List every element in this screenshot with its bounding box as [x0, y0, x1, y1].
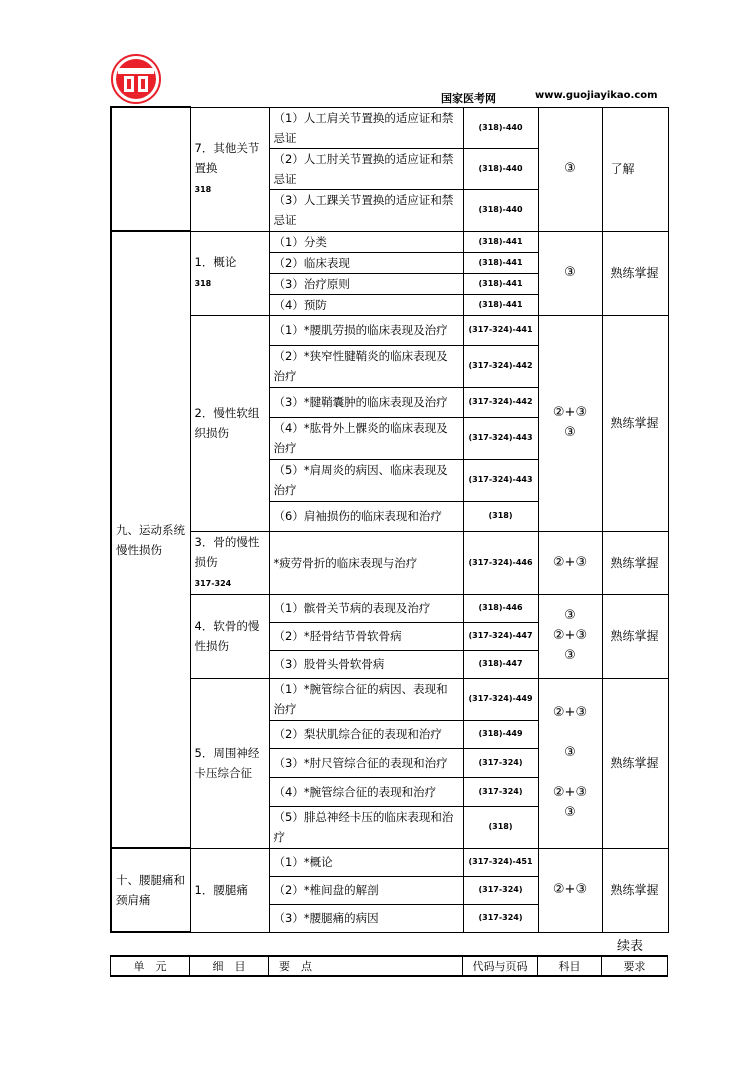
- requirement-cell: 熟练掌握: [602, 231, 668, 315]
- point-cell: （3）*腱鞘囊肿的临床表现及治疗: [269, 387, 463, 417]
- requirement-cell: 熟练掌握: [602, 678, 668, 848]
- point-cell: （3）人工踝关节置换的适应证和禁忌证: [269, 189, 463, 231]
- continued-label: 续表: [617, 939, 644, 954]
- code-cell: (317-324)-443: [463, 459, 538, 501]
- code-cell: (317-324)-447: [463, 622, 538, 650]
- point-cell: （4）*腕管综合征的表现和治疗: [269, 777, 463, 806]
- code-cell: (318)-447: [463, 650, 538, 678]
- header-code: 代码与页码: [463, 956, 538, 976]
- point-cell: （2）*狭窄性腱鞘炎的临床表现及治疗: [269, 345, 463, 387]
- point-cell: （2）临床表现: [269, 252, 463, 273]
- code-cell: (318): [463, 501, 538, 531]
- guojiayikao-logo-icon: [110, 54, 162, 104]
- point-cell: （5）腓总神经卡压的临床表现和治疗: [269, 806, 463, 848]
- header-unit: 单 元: [111, 956, 190, 976]
- header-requirement: 要求: [602, 956, 668, 976]
- point-cell: （1）人工肩关节置换的适应证和禁忌证: [269, 107, 463, 148]
- subject-cell: ③: [538, 231, 602, 315]
- subject-cell: ②+③: [538, 848, 602, 932]
- header-detail: 细 目: [190, 956, 269, 976]
- header-subject: 科目: [538, 956, 602, 976]
- point-cell: （3）治疗原则: [269, 273, 463, 294]
- detail-cell: 1．腰腿痛: [190, 848, 269, 932]
- code-cell: (318)-446: [463, 594, 538, 622]
- detail-cell: 2．慢性软组织损伤: [190, 315, 269, 531]
- point-cell: （1）分类: [269, 231, 463, 252]
- subject-cell: ②+③ ③: [538, 315, 602, 531]
- point-cell: （1）*概论: [269, 848, 463, 876]
- point-cell: （1）*腰肌劳损的临床表现及治疗: [269, 315, 463, 345]
- point-cell: （2）*椎间盘的解剖: [269, 876, 463, 904]
- requirement-cell: 了解: [602, 107, 668, 231]
- table-row: [111, 231, 668, 252]
- requirement-cell: 熟练掌握: [602, 594, 668, 678]
- detail-cell: 1．概论 318: [190, 231, 269, 315]
- code-cell: (317-324)-442: [463, 345, 538, 387]
- point-cell: *疲劳骨折的临床表现与治疗: [269, 531, 463, 594]
- code-cell: (317-324)-442: [463, 387, 538, 417]
- table-row: [111, 531, 668, 594]
- site-name: 国家医考网: [441, 92, 496, 105]
- point-cell: （6）肩袖损伤的临床表现和治疗: [269, 501, 463, 531]
- point-cell: （4）预防: [269, 294, 463, 315]
- code-cell: (317-324)-441: [463, 315, 538, 345]
- table-row: [111, 315, 668, 345]
- table-row: [111, 594, 668, 622]
- code-cell: (318)-441: [463, 252, 538, 273]
- point-cell: （1）*腕管综合征的病因、表现和治疗: [269, 678, 463, 720]
- unit-cell: 九、运动系统慢性损伤: [111, 231, 190, 848]
- detail-cell: 7．其他关节置换 318: [190, 107, 269, 231]
- header-points: 要 点: [269, 956, 463, 976]
- table-row: [111, 848, 668, 876]
- unit-cell: [111, 107, 190, 231]
- requirement-cell: 熟练掌握: [602, 531, 668, 594]
- code-cell: (318)-440: [463, 148, 538, 189]
- code-cell: (318)-440: [463, 107, 538, 148]
- code-cell: (317-324)-449: [463, 678, 538, 720]
- code-cell: (318)-440: [463, 189, 538, 231]
- code-cell: (317-324): [463, 777, 538, 806]
- code-cell: (318)-449: [463, 720, 538, 748]
- detail-cell: 3．骨的慢性损伤 317-324: [190, 531, 269, 594]
- code-cell: (317-324)-446: [463, 531, 538, 594]
- table-header-row: [111, 956, 668, 976]
- point-cell: （4）*肱骨外上髁炎的临床表现及治疗: [269, 417, 463, 459]
- requirement-cell: 熟练掌握: [602, 848, 668, 932]
- unit-cell: 十、腰腿痛和颈肩痛: [111, 848, 190, 932]
- point-cell: （5）*肩周炎的病因、临床表现及治疗: [269, 459, 463, 501]
- point-cell: （2）*胫骨结节骨软骨病: [269, 622, 463, 650]
- code-cell: (317-324): [463, 748, 538, 777]
- code-cell: (317-324): [463, 876, 538, 904]
- detail-cell: 4．软骨的慢性损伤: [190, 594, 269, 678]
- subject-cell: ③ ②+③ ③: [538, 594, 602, 678]
- site-url[interactable]: www.guojiayikao.com: [535, 90, 658, 101]
- code-cell: (318)-441: [463, 294, 538, 315]
- point-cell: （2）人工肘关节置换的适应证和禁忌证: [269, 148, 463, 189]
- subject-cell: ②+③: [538, 531, 602, 594]
- code-cell: (318): [463, 806, 538, 848]
- syllabus-table: [110, 106, 669, 933]
- code-cell: (318)-441: [463, 273, 538, 294]
- requirement-cell: 熟练掌握: [602, 315, 668, 531]
- detail-cell: 5．周围神经卡压综合征: [190, 678, 269, 848]
- code-cell: (318)-441: [463, 231, 538, 252]
- table-row: [111, 107, 668, 148]
- code-cell: (317-324): [463, 904, 538, 932]
- point-cell: （2）梨状肌综合征的表现和治疗: [269, 720, 463, 748]
- code-cell: (317-324)-451: [463, 848, 538, 876]
- point-cell: （1）髌骨关节病的表现及治疗: [269, 594, 463, 622]
- table-row: [111, 678, 668, 720]
- point-cell: （3）*肘尺管综合征的表现和治疗: [269, 748, 463, 777]
- point-cell: （3）股骨头骨软骨病: [269, 650, 463, 678]
- code-cell: (317-324)-443: [463, 417, 538, 459]
- subject-cell: ③: [538, 107, 602, 231]
- point-cell: （3）*腰腿痛的病因: [269, 904, 463, 932]
- continued-table-header: [110, 955, 668, 977]
- subject-cell: ②+③ ③ ②+③ ③: [538, 678, 602, 848]
